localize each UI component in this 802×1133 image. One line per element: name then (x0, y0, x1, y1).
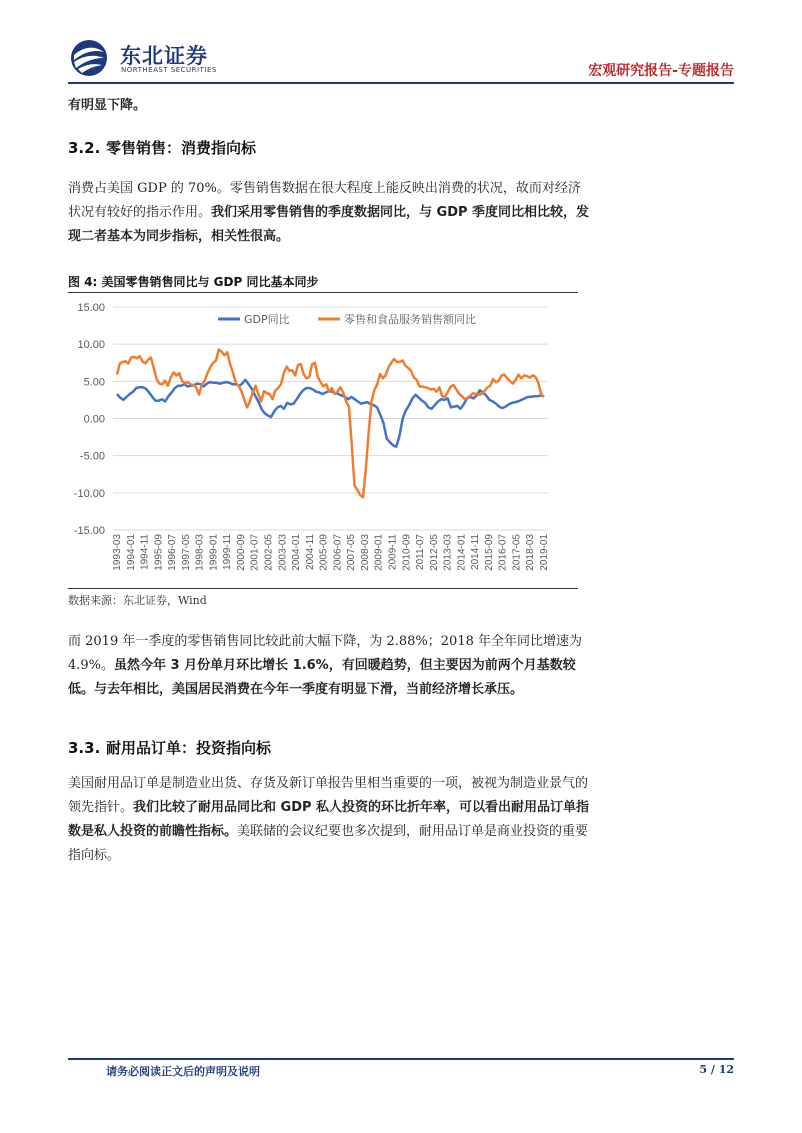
page-number: 5 / 12 (699, 1063, 734, 1076)
legend-label: GDP同比 (244, 313, 290, 326)
x-tick-label: 2009-01 (373, 534, 385, 571)
x-tick-label: 2008-03 (359, 534, 371, 571)
y-tick-label: -15.00 (73, 525, 105, 537)
paragraph-bold-text: 我们比较了耐用品同比和 GDP 私人投资的环比折年率，可以看出耐用品订单指数是私人投资的前瞻性指标。 (68, 800, 590, 839)
x-tick-label: 1999-01 (208, 534, 220, 571)
section-title: 零售销售：消费指向标 (106, 139, 257, 157)
chart-legend (218, 312, 476, 326)
chart-x-tick-labels (112, 534, 550, 571)
x-tick-label: 2004-11 (304, 534, 316, 570)
series-line-retail (117, 349, 544, 497)
brand-name-cn: 东北证券 (120, 44, 208, 68)
x-tick-label: 2005-09 (318, 534, 330, 571)
x-tick-label: 2002-05 (263, 534, 275, 571)
section-number: 3.3. (68, 739, 101, 757)
x-tick-label: 2001-07 (249, 534, 261, 571)
chart-y-tick-labels (74, 302, 105, 537)
y-tick-label: 15.00 (77, 302, 105, 314)
report-type: 宏观研究报告-专题报告 (588, 63, 734, 79)
x-tick-label: 2014-01 (456, 534, 468, 571)
x-tick-label: 1995-09 (153, 534, 165, 571)
y-tick-label: 5.00 (83, 376, 105, 389)
paragraph-normal-text-2: 美联储的会议纪要也多次提到，耐用品订单是商业投资的重要指向标。 (68, 824, 589, 863)
figure-top-rule (68, 292, 578, 293)
figure-source: 数据来源：东北证券，Wind (68, 594, 207, 607)
paragraph-normal-text: 美国耐用品订单是制造业出货、存货及新订单报告里相当重要的一项，被视为制造业景气的领先指针。 (68, 776, 589, 815)
section-3-3-paragraph (68, 772, 590, 868)
x-tick-label: 1994-11 (139, 534, 151, 570)
paragraph-bold-text: 虽然今年 3 月份单月环比增长 1.6%，有回暖趋势，但主要因为前两个月基数较低。与去年相比，美国居民消费在今年一季度有明显下滑，当前经济增长承压。 (68, 658, 576, 697)
y-tick-label: -10.00 (73, 487, 105, 500)
x-tick-label: 1993-03 (112, 534, 123, 571)
x-tick-label: 2006-07 (332, 534, 344, 571)
paragraph-normal-text: 而 2019 年一季度的零售销售同比较此前大幅下降，为 2.88%；2018 年全年同比增速为 4.9%。 (68, 634, 582, 673)
chart-series-lines (117, 349, 544, 497)
x-tick-label: 1999-11 (222, 534, 234, 570)
x-tick-label: 2017-05 (511, 534, 523, 571)
x-tick-label: 2016-07 (497, 534, 509, 571)
gdp-retail-line-chart (68, 295, 578, 585)
figure-analysis-paragraph (68, 630, 590, 702)
x-tick-label: 2009-11 (387, 534, 399, 570)
x-tick-label: 2014-11 (470, 534, 482, 570)
x-tick-label: 2000-09 (235, 534, 247, 571)
footer-disclaimer: 请务必阅读正文后的声明及说明 (106, 1065, 260, 1078)
section-title: 耐用品订单：投资指向标 (106, 739, 272, 757)
x-tick-label: 2010-09 (401, 534, 413, 571)
paragraph-normal-text: 消费占美国 GDP 的 70%。零售销售数据在很大程度上能反映出消费的状况，故而对经济状况有较好的指示作用。 (68, 181, 581, 220)
intro-line: 有明显下降。 (68, 98, 147, 113)
figure-title: 图 4: 美国零售销售同比与 GDP 同比基本同步 (68, 275, 319, 289)
x-tick-label: 2019-01 (539, 534, 550, 571)
section-3-2-paragraph (68, 177, 590, 249)
figure-bottom-rule (68, 588, 578, 589)
x-tick-label: 2007-05 (346, 534, 358, 571)
y-tick-label: 10.00 (77, 339, 105, 352)
section-3-2-heading (68, 137, 256, 158)
x-tick-label: 2018-03 (525, 534, 537, 571)
page-header (68, 30, 734, 80)
x-tick-label: 1997-05 (180, 534, 192, 571)
x-tick-label: 2015-09 (483, 534, 495, 571)
x-tick-label: 2013-03 (442, 534, 454, 571)
brand-name-en: NORTHEAST SECURITIES (121, 66, 217, 74)
x-tick-label: 2012-05 (428, 534, 440, 571)
x-tick-label: 1996-07 (167, 534, 179, 571)
header-divider (68, 82, 734, 84)
section-3-3-heading (68, 737, 271, 758)
footer-divider (68, 1058, 734, 1060)
northeast-securities-logo-icon (68, 38, 114, 78)
y-tick-label: -5.00 (79, 450, 105, 463)
x-tick-label: 1994-01 (125, 534, 137, 571)
x-tick-label: 1998-03 (194, 534, 206, 571)
x-tick-label: 2003-03 (277, 534, 289, 571)
section-number: 3.2. (68, 139, 101, 157)
x-tick-label: 2004-01 (291, 534, 303, 571)
x-tick-label: 2011-07 (415, 534, 427, 570)
chart-gridlines (113, 307, 548, 530)
paragraph-bold-text: 我们采用零售销售的季度数据同比，与 GDP 季度同比相比较，发现二者基本为同步指标，相关性很高。 (68, 205, 590, 244)
legend-label: 零售和食品服务销售额同比 (344, 313, 476, 326)
y-tick-label: 0.00 (83, 413, 105, 426)
